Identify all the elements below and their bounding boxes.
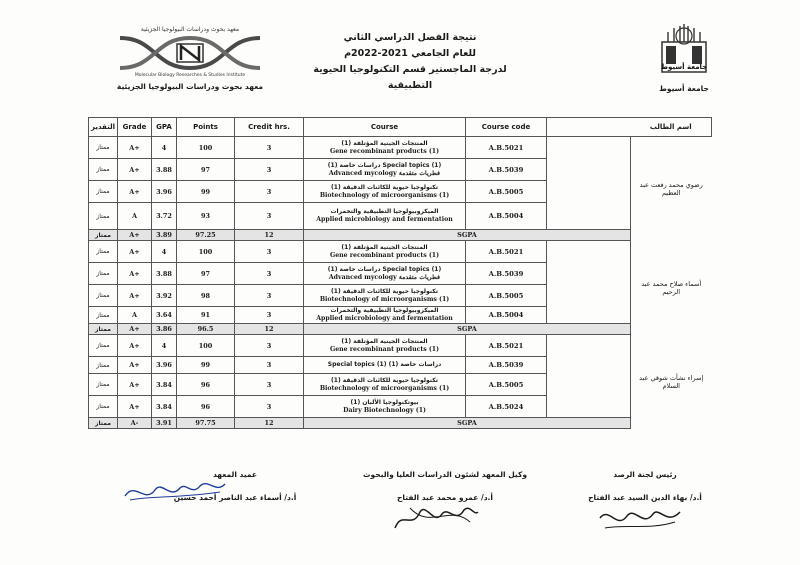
cell-estimate: ممتاز — [89, 285, 118, 307]
sgpa-credit: 12 — [235, 418, 304, 429]
course-english: Applied microbiology and fermentation — [316, 315, 453, 322]
course-english: Biotechnology of microorganisms (1) — [319, 191, 450, 199]
cell-grade: A+ — [118, 263, 152, 285]
cell-points: 91 — [177, 307, 235, 324]
cell-spacer — [547, 241, 631, 263]
cell-credit: 3 — [235, 181, 304, 203]
cell-estimate: ممتاز — [89, 374, 118, 396]
cell-gpa: 4 — [152, 241, 177, 263]
course-arabic: دراسات خاصة (1) Special topics (1) — [327, 265, 442, 273]
cell-estimate: ممتاز — [89, 159, 118, 181]
cell-gpa: 3.88 — [152, 263, 177, 285]
cell-spacer — [547, 181, 631, 203]
table-row — [89, 137, 712, 159]
cell-credit: 3 — [235, 374, 304, 396]
dean-person: أ.د/ أسماء عبد الناصر أحمد حسين — [173, 493, 297, 502]
table-header-row — [89, 118, 712, 137]
table-row — [89, 307, 712, 324]
table-row — [89, 241, 712, 263]
cell-points: 96 — [177, 374, 235, 396]
institute-logo — [110, 18, 270, 104]
cell-points: 100 — [177, 335, 235, 357]
table-row — [89, 181, 712, 203]
title-line-2: للعام الجامعي 2021-2022م — [344, 48, 476, 59]
signature-dean — [150, 470, 320, 502]
course-arabic: بيوتكنولوجيا الألبان (1) — [350, 398, 419, 406]
cell-code: A.B.5024 — [466, 396, 547, 418]
course-arabic: تكنولوجيا حيوية للكائنات الدقيقة (1) — [331, 287, 438, 295]
cell-points: 98 — [177, 285, 235, 307]
cell-gpa: 3.84 — [152, 396, 177, 418]
dean-signature-icon — [120, 476, 230, 506]
cell-code: A.B.5021 — [466, 241, 547, 263]
course-english: Gene recombinant products (1) — [329, 251, 440, 259]
cell-spacer — [547, 335, 631, 357]
cell-points: 99 — [177, 181, 235, 203]
vice-dean-person: أ.د/ عمرو محمد عبد الفتاح — [397, 493, 493, 502]
cell-gpa: 3.92 — [152, 285, 177, 307]
table-row — [89, 203, 712, 230]
student-name: أسماء صلاح محمد عبد الرحيم — [641, 279, 702, 296]
header-name: اسم الطالب — [631, 118, 712, 137]
cell-grade: A+ — [118, 374, 152, 396]
cell-credit: 3 — [235, 203, 304, 230]
cell-credit: 3 — [235, 335, 304, 357]
sgpa-credit: 12 — [235, 324, 304, 335]
course-arabic: دراسات خاصة (1) Special topics (1) — [327, 161, 442, 169]
student-name: رضوي محمد رفعت عبد العظيم — [639, 180, 703, 197]
signature-vice-dean — [340, 470, 550, 502]
cell-course — [304, 263, 466, 285]
sgpa-label: SGPA — [304, 418, 631, 429]
header-credit: Credit hrs. — [235, 118, 304, 137]
vice-dean-signature-icon — [390, 500, 480, 534]
header-gpa: GPA — [152, 118, 177, 137]
cell-code: A.B.5005 — [466, 181, 547, 203]
cell-grade: A+ — [118, 335, 152, 357]
sgpa-row — [89, 324, 712, 335]
university-emblem-icon — [656, 22, 712, 78]
cell-credit: 3 — [235, 285, 304, 307]
cell-gpa: 3.84 — [152, 374, 177, 396]
course-english: Gene recombinant products (1) — [329, 345, 440, 353]
course-arabic: تكنولوجيا حيوية للكائنات الدقيقة (1) — [331, 376, 438, 384]
course-arabic: الميكروبيولوجيا التطبيقية والتخمرات — [330, 307, 439, 314]
cell-spacer — [547, 285, 631, 307]
cell-spacer — [547, 263, 631, 285]
cell-points: 93 — [177, 203, 235, 230]
sgpa-label: SGPA — [304, 324, 631, 335]
cell-grade: A — [118, 203, 152, 230]
table-row — [89, 396, 712, 418]
dean-role: عميد المعهد — [212, 470, 258, 479]
cell-estimate: ممتاز — [89, 307, 118, 324]
cell-grade: A+ — [118, 396, 152, 418]
course-english: Biotechnology of microorganisms (1) — [319, 384, 450, 392]
cell-gpa: 3.96 — [152, 357, 177, 374]
header-grade: Grade — [118, 118, 152, 137]
header-course: Course — [304, 118, 466, 137]
sgpa-gpa: 3.86 — [152, 324, 177, 335]
cell-code: A.B.5039 — [466, 263, 547, 285]
grades-table — [88, 117, 712, 429]
cell-spacer — [547, 137, 631, 159]
sgpa-points: 97.25 — [177, 230, 235, 241]
cell-course — [304, 396, 466, 418]
cell-credit: 3 — [235, 137, 304, 159]
sgpa-estimate: ممتاز — [89, 418, 118, 429]
cell-credit: 3 — [235, 159, 304, 181]
cell-course — [304, 203, 466, 230]
cell-points: 99 — [177, 357, 235, 374]
table-row — [89, 285, 712, 307]
cell-course — [304, 241, 466, 263]
cell-code: A.B.5004 — [466, 307, 547, 324]
sgpa-gpa: 3.91 — [152, 418, 177, 429]
cell-spacer — [547, 159, 631, 181]
cell-grade: A — [118, 307, 152, 324]
course-arabic: تكنولوجيا حيوية للكائنات الدقيقة (1) — [331, 183, 438, 191]
title-line-3: لدرجة الماجستير قسم التكنولوجيا الحيوية التطبيقية — [313, 64, 507, 91]
cell-points: 100 — [177, 241, 235, 263]
cell-points: 97 — [177, 159, 235, 181]
document-title — [290, 30, 530, 94]
header-spacer — [547, 118, 631, 137]
cell-gpa: 4 — [152, 335, 177, 357]
cell-points: 96 — [177, 396, 235, 418]
course-arabic: Special topics (1) دراسات خاصة (1) — [327, 361, 442, 368]
cell-estimate: ممتاز — [89, 335, 118, 357]
cell-course — [304, 285, 466, 307]
header-points: Points — [177, 118, 235, 137]
cell-estimate: ممتاز — [89, 263, 118, 285]
course-arabic: المنتجات الجينية المؤتلفة (1) — [341, 337, 428, 345]
cell-gpa: 3.72 — [152, 203, 177, 230]
cell-course — [304, 181, 466, 203]
course-english: Biotechnology of microorganisms (1) — [319, 295, 450, 303]
sgpa-grade: A+ — [118, 230, 152, 241]
course-english: Advanced mycology فطريات متقدمة — [328, 273, 441, 281]
cell-grade: A+ — [118, 159, 152, 181]
cell-credit: 3 — [235, 263, 304, 285]
course-arabic: المنتجات الجينية المؤتلفة (1) — [341, 139, 428, 147]
sgpa-estimate: ممتاز — [89, 324, 118, 335]
header-code: Course code — [466, 118, 547, 137]
dna-logo-icon — [115, 34, 265, 72]
sgpa-gpa: 3.89 — [152, 230, 177, 241]
cell-spacer — [547, 396, 631, 418]
cell-code: A.B.5039 — [466, 159, 547, 181]
cell-gpa: 3.96 — [152, 181, 177, 203]
cell-code: A.B.5039 — [466, 357, 547, 374]
signature-committee — [560, 470, 730, 502]
institute-logo-arabic: معهد بحوث ودراسات البيولوجيا الجزيئية — [140, 26, 240, 33]
sgpa-row — [89, 230, 712, 241]
institute-caption: معهد بحوث ودراسات البيولوجيا الجزيئية — [116, 82, 264, 91]
table-row — [89, 374, 712, 396]
cell-grade: A+ — [118, 181, 152, 203]
cell-estimate: ممتاز — [89, 203, 118, 230]
cell-points: 97 — [177, 263, 235, 285]
cell-points: 100 — [177, 137, 235, 159]
sgpa-grade: A- — [118, 418, 152, 429]
cell-spacer — [547, 203, 631, 230]
cell-grade: A+ — [118, 241, 152, 263]
student-name: إسراء نشأت شوقي عبد السلام — [639, 373, 704, 390]
cell-grade: A+ — [118, 137, 152, 159]
sgpa-estimate: ممتاز — [89, 230, 118, 241]
header-estimate: التقدير — [89, 118, 118, 137]
sgpa-label: SGPA — [304, 230, 631, 241]
cell-course — [304, 137, 466, 159]
cell-grade: A+ — [118, 357, 152, 374]
institute-logo-english: Molecular Biology Researches & Studies Institute — [134, 73, 246, 78]
cell-course — [304, 159, 466, 181]
cell-gpa: 3.64 — [152, 307, 177, 324]
course-arabic: الميكروبيولوجيا التطبيقية والتخمرات — [330, 208, 439, 215]
cell-grade: A+ — [118, 285, 152, 307]
cell-code: A.B.5005 — [466, 374, 547, 396]
cell-credit: 3 — [235, 307, 304, 324]
course-english: Applied microbiology and fermentation — [316, 216, 453, 223]
committee-role: رئيس لجنة الرصد — [613, 470, 677, 479]
cell-spacer — [547, 307, 631, 324]
cell-credit: 3 — [235, 396, 304, 418]
cell-code: A.B.5021 — [466, 137, 547, 159]
cell-estimate: ممتاز — [89, 396, 118, 418]
cell-course — [304, 374, 466, 396]
cell-code: A.B.5005 — [466, 285, 547, 307]
university-caption: جامعة أسيوط — [659, 84, 709, 93]
cell-gpa: 4 — [152, 137, 177, 159]
table-row — [89, 357, 712, 374]
cell-estimate: ممتاز — [89, 137, 118, 159]
committee-signature-icon — [595, 502, 685, 536]
emblem-text: جامعة أسيوط — [660, 63, 708, 71]
sgpa-credit: 12 — [235, 230, 304, 241]
cell-course — [304, 335, 466, 357]
course-english: Advanced mycology فطريات متقدمة — [328, 169, 441, 177]
table-row — [89, 159, 712, 181]
table-row — [89, 335, 712, 357]
cell-spacer — [547, 357, 631, 374]
cell-code: A.B.5004 — [466, 203, 547, 230]
cell-course — [304, 357, 466, 374]
cell-estimate: ممتاز — [89, 181, 118, 203]
cell-estimate: ممتاز — [89, 357, 118, 374]
course-arabic: المنتجات الجينية المؤتلفة (1) — [341, 243, 428, 251]
cell-course — [304, 307, 466, 324]
title-line-1: نتيجة الفصل الدراسي الثاني — [343, 32, 477, 43]
cell-estimate: ممتاز — [89, 241, 118, 263]
sgpa-row — [89, 418, 712, 429]
cell-credit: 3 — [235, 357, 304, 374]
university-logo — [648, 22, 720, 93]
sgpa-points: 97.75 — [177, 418, 235, 429]
course-english: Dairy Biotechnology (1) — [343, 406, 426, 414]
committee-person: أ.د/ بهاء الدين السيد عبد الفتاح — [588, 493, 702, 502]
cell-spacer — [547, 374, 631, 396]
table-row — [89, 263, 712, 285]
cell-code: A.B.5021 — [466, 335, 547, 357]
sgpa-grade: A+ — [118, 324, 152, 335]
vice-dean-role: وكيل المعهد لشئون الدراسات العليا والبحوث — [362, 470, 528, 479]
course-english: Gene recombinant products (1) — [329, 147, 440, 155]
cell-credit: 3 — [235, 241, 304, 263]
cell-gpa: 3.88 — [152, 159, 177, 181]
sgpa-points: 96.5 — [177, 324, 235, 335]
